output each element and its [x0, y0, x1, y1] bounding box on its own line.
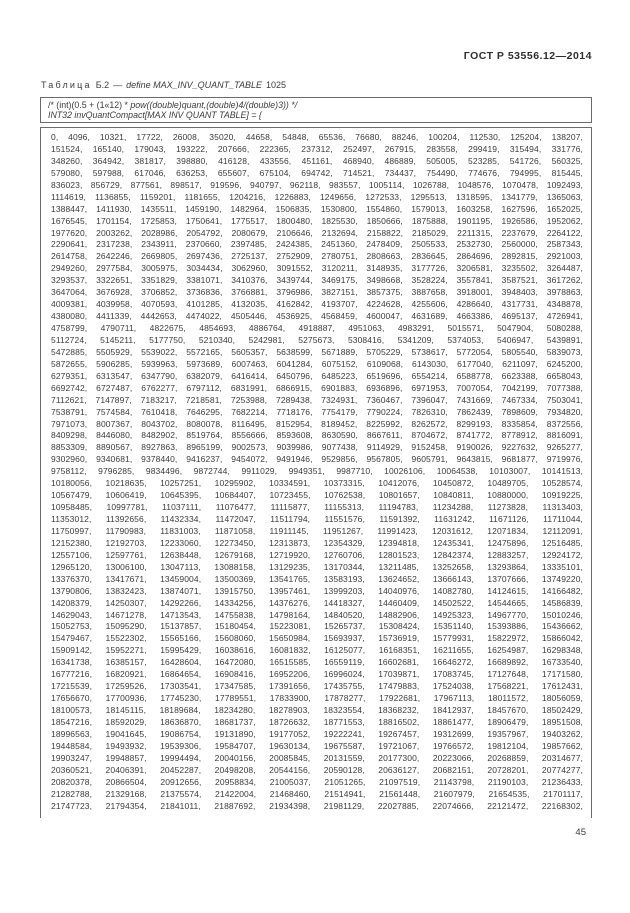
code-comment-prefix: /* (int)(0.5 + (1«12) *: [48, 100, 131, 110]
table-values-line: 10958485, 10997781, 11037111, 11076477, 11115877, 11155313, 11194783, 11234288, 11273828, 11313403,: [51, 502, 583, 513]
table-values-line: 15052753, 15095290, 15137857, 15180454, 15223081, 15265737, 15308424, 15351140, 15393886, 15436662,: [51, 621, 583, 632]
table-values-line: 17656670, 17700936, 17745230, 17789551, 17833900, 17878277, 17922681, 17967113, 18011572, 18056059,: [51, 693, 583, 704]
table-values-line: 836023, 856729, 877561, 898517, 919596, 940797, 962118, 983557, 1005114, 1026788, 1048576, 1070478, 1092493,: [51, 179, 583, 190]
table-values-line: 13790806, 13832423, 13874071, 13915750, 13957461, 13999203, 14040976, 14082780, 14124615, 14166482,: [51, 585, 583, 596]
table-values-line: 5472885, 5505929, 5539022, 5572165, 5605357, 5638599, 5671889, 5705229, 5738617, 5772054, 5805540, 5839073,: [51, 346, 583, 357]
table-values-line: 21747723, 21794354, 21841011, 21887692, 21934398, 21981129, 22027885, 22074666, 22121472, 22168302,: [51, 800, 583, 811]
table-values-line: 11353012, 11392656, 11432334, 11472047, 11511794, 11551576, 11591392, 11631242, 11671126, 11711044,: [51, 514, 583, 524]
table-values-line: 18547216, 18592029, 18636870, 18681737, 18726632, 18771553, 18816502, 18861477, 18906479, 18951508,: [51, 716, 583, 727]
table-values-line: 8409298, 8446080, 8482902, 8519764, 8556666, 8593608, 8630590, 8667611, 8704672, 8741772, 8778912, 8816091,: [51, 430, 583, 441]
table-values-line: 6279351, 6313547, 6347790, 6382079, 6416414, 6450796, 6485223, 6519696, 6554214, 6588778, 6623388, 6658043,: [51, 370, 583, 381]
table-values-line: 21282788, 21329168, 21375574, 21422004, 21468460, 21514941, 21561448, 21607979, 21654535, 21701117,: [51, 788, 583, 799]
table-values: [51, 132, 583, 812]
table-values-line: 17215539, 17259526, 17303541, 17347585, 17391656, 17435755, 17479883, 17524038, 17568221, 17612431,: [51, 681, 583, 692]
caption-dash: —: [113, 80, 123, 90]
table-values-line: 1388447, 1411930, 1435511, 1459190, 1482964, 1506835, 1530800, 1554860, 1579013, 1603258, 1627596, 1652025,: [51, 203, 583, 214]
table-values-line: 2290641, 2317238, 2343911, 2370660, 2397485, 2424385, 2451360, 2478409, 2505533, 2532730, 2560000, 2587343,: [51, 239, 583, 250]
table-values-line: 7971073, 8007367, 8043702, 8080078, 8116495, 8152954, 8189452, 8225992, 8262572, 8299193, 8335854, 8372556,: [51, 418, 583, 429]
table-values-line: 5112724, 5145211, 5177750, 5210340, 5242981, 5275673, 5308416, 5341209, 5374053, 5406947, 5439891,: [51, 334, 583, 345]
page-number: 45: [575, 827, 586, 838]
table-values-line: 1114619, 1136855, 1159201, 1181655, 1204216, 1226883, 1249656, 1272533, 1295513, 1318595, 1341779, 1365063,: [51, 191, 583, 202]
table-values-line: 19448584, 19493932, 19539306, 19584707, 19630134, 19675587, 19721067, 19766572, 19812104, 19857662,: [51, 740, 583, 751]
table-values-line: 4758799, 4790711, 4822675, 4854693, 4886764, 4918887, 4951063, 4983291, 5015571, 5047904, 5080288,: [51, 323, 583, 333]
caption-size: 1025: [266, 80, 287, 90]
table-values-line: 1676545, 1701154, 1725853, 1750641, 1775517, 1800480, 1825530, 1850666, 1875888, 1901195, 1926586, 1952062,: [51, 215, 583, 226]
table-values-line: 12152380, 12192703, 12233060, 12273450, 12313873, 12354329, 12394818, 12435341, 12475896, 12516485,: [51, 537, 583, 548]
table-values-line: 20360521, 20406391, 20452287, 20498208, 20544156, 20590128, 20636127, 20682151, 20728201, 20774277,: [51, 764, 583, 775]
table-values-line: 15909142, 15952271, 15995429, 16038616, 16081832, 16125077, 16168351, 16211655, 16254987, 16298348,: [51, 645, 583, 656]
table-values-line: 19903247, 19948857, 19994494, 20040156, 20085845, 20131559, 20177300, 20223066, 20268859, 20314677,: [51, 752, 583, 763]
table-values-line: 4380080, 4411339, 4442653, 4474022, 4505446, 4536925, 4568459, 4600047, 4631689, 4663386, 4695137, 4726941,: [51, 311, 583, 322]
code-header-box: [40, 97, 592, 123]
table-values-line: 2949260, 2977584, 3005975, 3034434, 3062960, 3091552, 3120211, 3148935, 3177726, 3206581, 3235502, 3264487,: [51, 263, 583, 274]
table-values-line: 1977620, 2003262, 2028986, 2054792, 2080679, 2106646, 2132694, 2158822, 2185029, 2211315, 2237679, 2264122,: [51, 227, 583, 238]
table-values-line: 14629043, 14671278, 14713543, 14755838, 14798164, 14840520, 14882906, 14925323, 14967770, 15010246,: [51, 609, 583, 620]
table-values-line: 10180056, 10218635, 10257251, 10295902, 10334591, 10373315, 10412076, 10450872, 10489705, 10528574,: [51, 478, 583, 489]
caption-ref: Б.2: [95, 80, 110, 90]
table-values-line: 5872655, 5906285, 5939963, 5973689, 6007463, 6041284, 6075152, 6109068, 6143030, 6177040, 6211097, 6245200,: [51, 358, 583, 369]
table-values-line: 579080, 597988, 617046, 636253, 655607, 675104, 694742, 714521, 734437, 754490, 774676, 794995, 815445,: [51, 167, 583, 178]
caption-word-tablitsa: Таблица: [41, 80, 92, 90]
table-values-line: 18100573, 18145115, 18189684, 18234280, 18278903, 18323554, 18368232, 18412937, 18457670, 18502429,: [51, 705, 583, 715]
table-values-line: 9302960, 9340681, 9378440, 9416237, 9454072, 9491946, 9529856, 9567805, 9605791, 9643815, 9681877, 9719976,: [51, 454, 583, 465]
table-values-line: 4009381, 4039958, 4070593, 4101285, 4132035, 4162842, 4193707, 4224628, 4255606, 4286640, 4317731, 4348878,: [51, 299, 583, 310]
table-values-line: 151524, 165140, 179043, 193222, 207666, 222365, 237312, 252497, 267915, 283558, 299419, 315494, 331776,: [51, 143, 583, 154]
table-values-line: 18996563, 19041645, 19086754, 19131890, 19177052, 19222241, 19267457, 19312699, 19357967, 19403262,: [51, 728, 583, 739]
table-values-line: 20820378, 20866504, 20912656, 20958834, 21005037, 21051265, 21097519, 21143798, 21190103, 21236433,: [51, 776, 583, 787]
table-values-line: 13376370, 13417671, 13459004, 13500369, 13541765, 13583193, 13624652, 13666143, 13707666, 13749220,: [51, 573, 583, 584]
table-values-line: 7538791, 7574584, 7610418, 7646295, 7682214, 7718176, 7754179, 7790224, 7826310, 7862439, 7898609, 7934820,: [51, 406, 583, 417]
table-values-line: 0, 4096, 10321, 17722, 26008, 35020, 44658, 54848, 65536, 76680, 88246, 100204, 112530, 125204, 138207,: [51, 132, 583, 142]
caption-define: define MAX_INV_QUANT_TABLE: [126, 80, 263, 90]
table-values-line: 12557106, 12597761, 12638448, 12679168, 12719920, 12760706, 12801523, 12842374, 12883257, 12924172,: [51, 549, 583, 560]
table-values-line: 11750997, 11790983, 11831003, 11871058, 11911145, 11951267, 11991423, 12031612, 12071834, 12112091,: [51, 525, 583, 536]
table-caption: [41, 80, 286, 90]
code-declaration-line: INT32 invQuantCompact[MAX INV QUANT TABLE] = {: [48, 110, 262, 120]
table-values-line: 3647064, 3676928, 3706852, 3736836, 3766881, 3796986, 3827151, 3857375, 3887658, 3918001, 3948403, 3978863,: [51, 287, 583, 298]
table-values-line: 10567479, 10606419, 10645395, 10684407, 10723455, 10762538, 10801657, 10840811, 10880000, 10919225,: [51, 490, 583, 501]
table-values-line: 3293537, 3322651, 3351829, 3381071, 3410376, 3439744, 3469175, 3498668, 3528224, 3557841, 3587521, 3617262,: [51, 275, 583, 286]
table-values-line: 12965120, 13006100, 13047113, 13088158, 13129235, 13170344, 13211485, 13252658, 13293864, 13335101,: [51, 561, 583, 572]
table-values-line: 2614758, 2642246, 2669805, 2697436, 2725137, 2752909, 2780751, 2808663, 2836645, 2864696, 2892815, 2921003,: [51, 251, 583, 262]
table-values-line: 15479467, 15522302, 15565166, 15608060, 15650984, 15693937, 15736919, 15779931, 15822972, 15866042,: [51, 633, 583, 644]
table-values-line: 14208379, 14250307, 14292266, 14334256, 14376276, 14418327, 14460409, 14502522, 14544665, 14586839,: [51, 597, 583, 608]
table-values-line: 16341738, 16385157, 16428604, 16472080, 16515585, 16559119, 16602681, 16646272, 16689892, 16733540,: [51, 657, 583, 668]
table-values-line: 348260, 364942, 381817, 398880, 416128, 433556, 451161, 468940, 486889, 505005, 523285, 541726, 560325,: [51, 155, 583, 166]
table-values-line: 6692742, 6727487, 6762277, 6797112, 6831991, 6866915, 6901883, 6936896, 6971953, 7007054, 7042199, 7077388,: [51, 382, 583, 393]
table-values-line: 7112621, 7147897, 7183217, 7218581, 7253988, 7289438, 7324931, 7360467, 7396047, 7431669, 7467334, 7503041,: [51, 394, 583, 405]
gost-standard-header: ГОСТ Р 53556.12—2014: [463, 50, 592, 62]
table-values-line: 8853309, 8890567, 8927863, 8965199, 9002573, 9039986, 9077438, 9114929, 9152458, 9190026, 9227632, 9265277,: [51, 442, 583, 453]
values-box: [40, 127, 592, 818]
table-values-line: 9758112, 9796285, 9834496, 9872744, 9911029, 9949351, 9987710, 10026106, 10064538, 10103007, 10141513,: [51, 466, 583, 477]
code-comment-line: [48, 100, 585, 110]
table-values-line: 16777216, 16820921, 16864654, 16908416, 16952206, 16996024, 17039871, 17083745, 17127648, 17171580,: [51, 669, 583, 680]
code-comment-formula: pow((double)quant,(double)4/(double)3)) */: [130, 100, 298, 110]
